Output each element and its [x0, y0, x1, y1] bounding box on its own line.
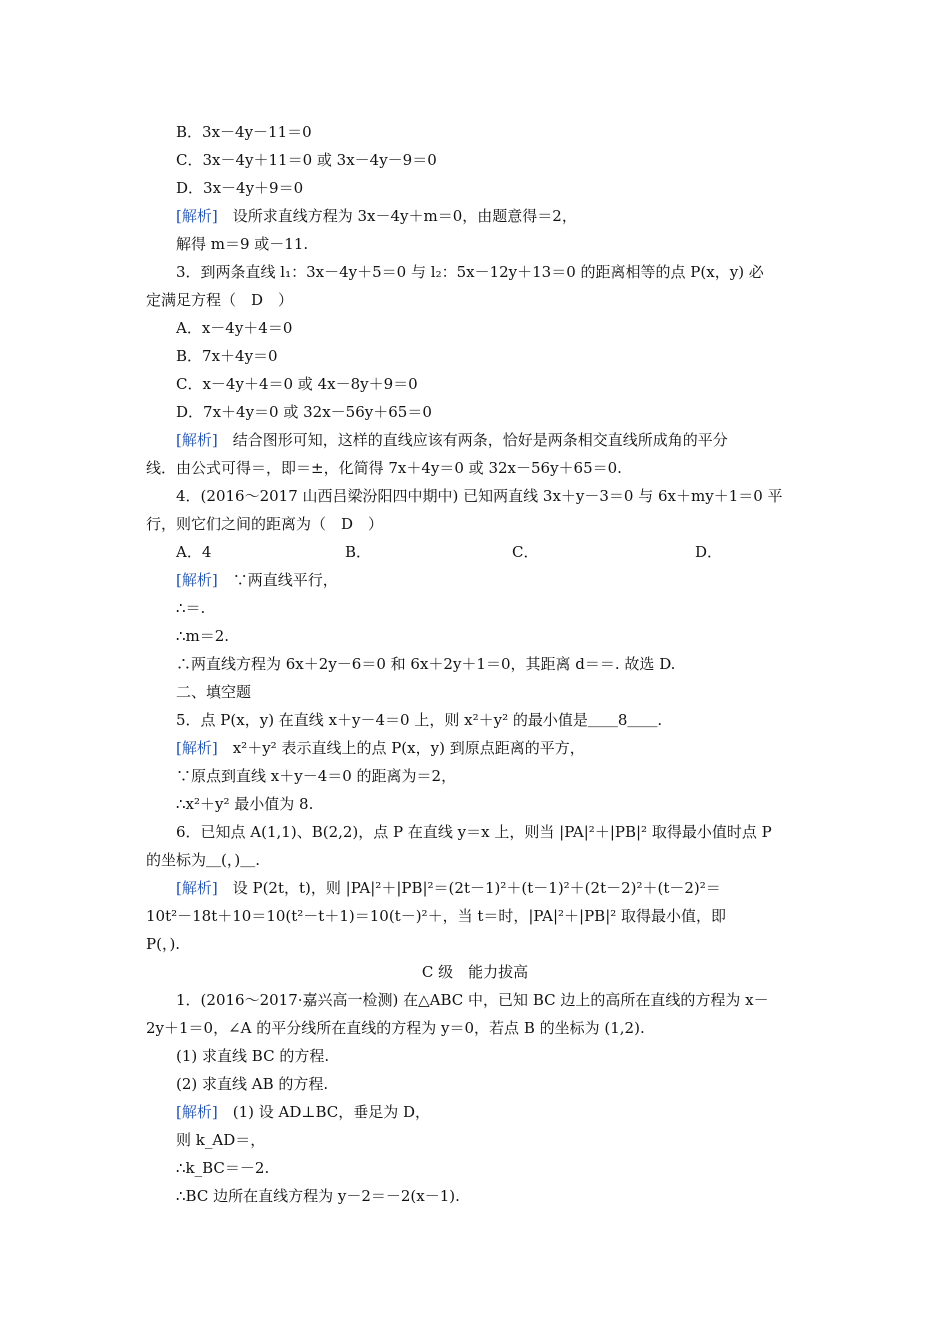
analysis-line — [176, 570, 338, 590]
text-line: P(，). — [146, 935, 181, 953]
analysis-line — [176, 878, 721, 898]
sub-question-1: (1) 求直线 BC 的方程. — [176, 1047, 330, 1065]
question-5-stem: 5．点 P(x，y) 在直线 x＋y－4＝0 上，则 x²＋y² 的最小值是＿＿8＿＿. — [176, 711, 663, 729]
question-6-stem: 6．已知点 A(1,1)、B(2,2)，点 P 在直线 y＝x 上，则当 |PA|²＋|PB|² 取得最小值时点 P — [176, 823, 772, 841]
analysis-line — [176, 430, 728, 450]
text-line: 10t²－18t＋10＝10(t²－t＋1)＝10(t－)²＋，当 t＝时，|PA|²＋|PB|² 取得最小值，即 — [146, 907, 727, 925]
text-line: 线．由公式可得＝，即＝±，化简得 7x＋4y＝0 或 32x－56y＋65＝0. — [146, 459, 622, 477]
q4-option-b: B． — [345, 543, 372, 561]
option-c-text: C．3x－4y＋11＝0 或 3x－4y－9＝0 — [176, 151, 437, 169]
analysis-line — [176, 206, 577, 226]
option-b-text: B．7x＋4y＝0 — [176, 347, 278, 365]
question-3-stem-cont: 定满足方程（ D ） — [146, 291, 294, 309]
analysis-text: 设所求直线方程为 3x－4y＋m＝0，由题意得＝2， — [217, 207, 577, 225]
analysis-tag: [解析] — [176, 739, 218, 757]
question-4-stem: 4．(2016～2017 山西吕梁汾阳四中期中) 已知两直线 3x＋y－3＝0 与 6x＋my＋1＝0 平 — [176, 487, 783, 505]
q4-option-c: C． — [512, 543, 539, 561]
question-1-stem-cont: 2y＋1＝0，∠A 的平分线所在直线的方程为 y＝0，若点 B 的坐标为 (1,2). — [146, 1019, 645, 1037]
text-line: ∴m＝2. — [176, 627, 230, 645]
q4-option-a: A．4 — [176, 543, 212, 561]
analysis-text: 结合图形可知，这样的直线应该有两条，恰好是两条相交直线所成角的平分 — [217, 431, 728, 449]
analysis-text: x²＋y² 表示直线上的点 P(x，y) 到原点距离的平方， — [217, 739, 585, 757]
analysis-tag: [解析] — [176, 571, 218, 589]
text-line: ∴BC 边所在直线方程为 y－2＝－2(x－1). — [176, 1187, 460, 1205]
analysis-tag: [解析] — [176, 207, 218, 225]
option-a-text: A．x－4y＋4＝0 — [176, 319, 293, 337]
analysis-tag: [解析] — [176, 1103, 218, 1121]
section-title: C 级 能力拔高 — [421, 963, 529, 981]
question-4-stem-cont: 行，则它们之间的距离为（ D ） — [146, 515, 384, 533]
q4-option-d: D． — [695, 543, 723, 561]
text-line: ∴k_BC＝－2. — [176, 1159, 270, 1177]
text-line: ∵原点到直线 x＋y－4＝0 的距离为＝2， — [176, 767, 457, 785]
text-line: ∴＝. — [176, 599, 206, 617]
analysis-line — [176, 738, 585, 758]
text-line: 解得 m＝9 或－11. — [176, 235, 309, 253]
analysis-tag: [解析] — [176, 879, 218, 897]
analysis-text: ∵两直线平行， — [217, 571, 338, 589]
section-heading: 二、填空题 — [176, 683, 252, 701]
analysis-tag: [解析] — [176, 431, 218, 449]
text-line: ∴两直线方程为 6x＋2y－6＝0 和 6x＋2y＋1＝0，其距离 d＝＝. 故选 D. — [176, 655, 676, 673]
question-1-stem: 1．(2016～2017·嘉兴高一检测) 在△ABC 中，已知 BC 边上的高所在直线的方程为 x－ — [176, 991, 769, 1009]
analysis-text: 设 P(2t，t)，则 |PA|²＋|PB|²＝(2t－1)²＋(t－1)²＋(2t－2)²＋(t－2)²＝ — [217, 879, 721, 897]
question-6-stem-cont: 的坐标为＿(，)＿. — [146, 851, 260, 869]
analysis-text: (1) 设 AD⊥BC，垂足为 D， — [217, 1103, 431, 1121]
question-3-stem: 3．到两条直线 l₁：3x－4y＋5＝0 与 l₂：5x－12y＋13＝0 的距离相等的点 P(x，y) 必 — [176, 263, 764, 281]
option-d-text: D．3x－4y＋9＝0 — [176, 179, 304, 197]
text-line: ∴x²＋y² 最小值为 8. — [176, 795, 314, 813]
option-c-text: C．x－4y＋4＝0 或 4x－8y＋9＝0 — [176, 375, 418, 393]
option-b-text: B．3x－4y－11＝0 — [176, 123, 312, 141]
option-d-text: D．7x＋4y＝0 或 32x－56y＋65＝0 — [176, 403, 432, 421]
analysis-line — [176, 1102, 430, 1122]
text-line: 则 k_AD＝， — [176, 1131, 266, 1149]
sub-question-2: (2) 求直线 AB 的方程. — [176, 1075, 329, 1093]
